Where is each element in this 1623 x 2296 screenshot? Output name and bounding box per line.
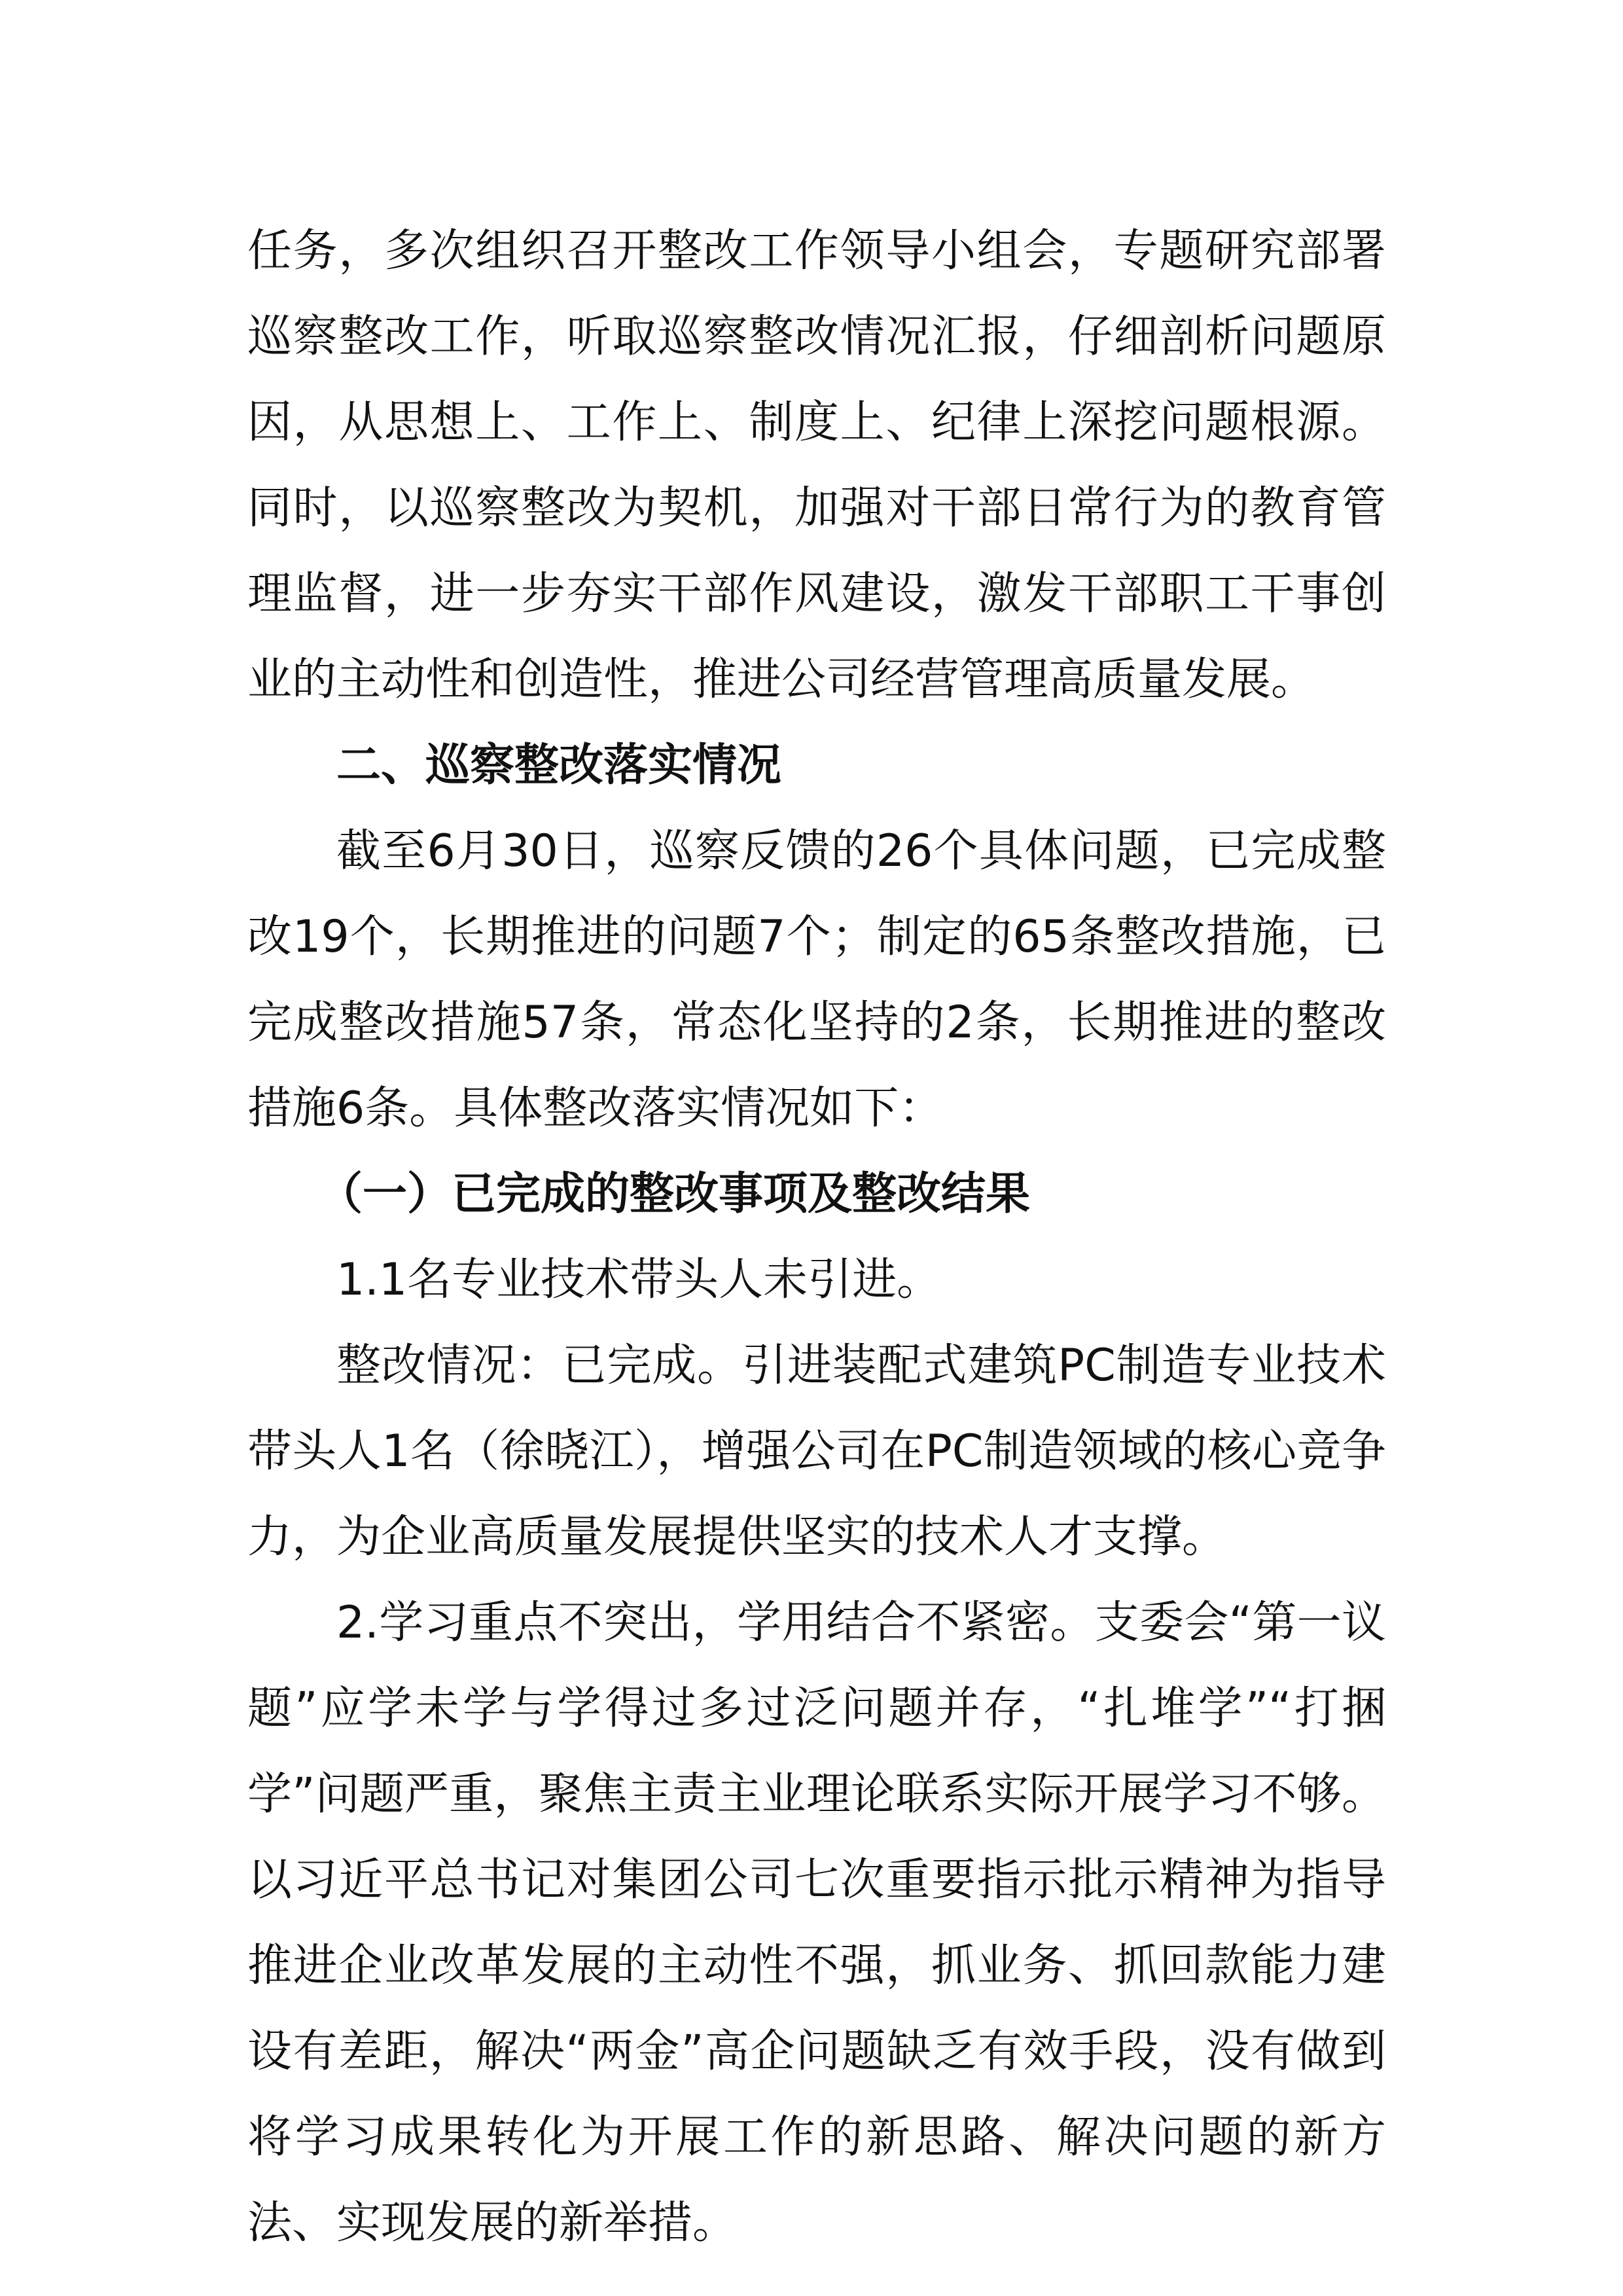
subsection-heading: （一）已完成的整改事项及整改结果 bbox=[318, 1168, 1031, 1220]
section-heading: 二、巡察整改落实情况 bbox=[336, 740, 782, 791]
paragraph-summary: 截至6月30日，巡察反馈的26个具体问题，已完成整改19个，长期推进的问题7个；制定的65条整改措施，已完成整改措施57条，常态化坚持的2条，长期推进的整改措施6条。具体整改落实情况如下： bbox=[247, 825, 1386, 1134]
paragraph-item-2: 2.学习重点不突出，学用结合不紧密。支委会“第一议题”应学未学与学得过多过泛问题并存，“扎堆学”“打捆学”问题严重，聚焦主责主业理论联系实际开展学习不够。以习近平总书记对集团公司七次重要指示批示精神为指导推进企业改革发展的主动性不强，抓业务、抓回款能力建设有差距，解决“两金”高企问题缺乏有效手段，没有做到将学习成果转化为开展工作的新思路、解决问题的新方法、实现发展的新举措。 bbox=[247, 1597, 1386, 2249]
paragraph-continuation: 任务，多次组织召开整改工作领导小组会，专题研究部署巡察整改工作，听取巡察整改情况汇报，仔细剖析问题原因，从思想上、工作上、制度上、纪律上深挖问题根源。同时，以巡察整改为契机，加强对干部日常行为的教育管理监督，进一步夯实干部作风建设，激发干部职工干事创业的主动性和创造性，推进公司经营管理高质量发展。 bbox=[247, 225, 1386, 706]
document-body bbox=[247, 208, 1386, 2266]
paragraph-item-1-status: 整改情况：已完成。引进装配式建筑PC制造专业技术带头人1名（徐晓江），增强公司在PC制造领域的核心竞争力，为企业高质量发展提供坚实的技术人才支撑。 bbox=[247, 1340, 1386, 1563]
paragraph-item-1: 1.1名专业技术带头人未引进。 bbox=[336, 1254, 942, 1306]
